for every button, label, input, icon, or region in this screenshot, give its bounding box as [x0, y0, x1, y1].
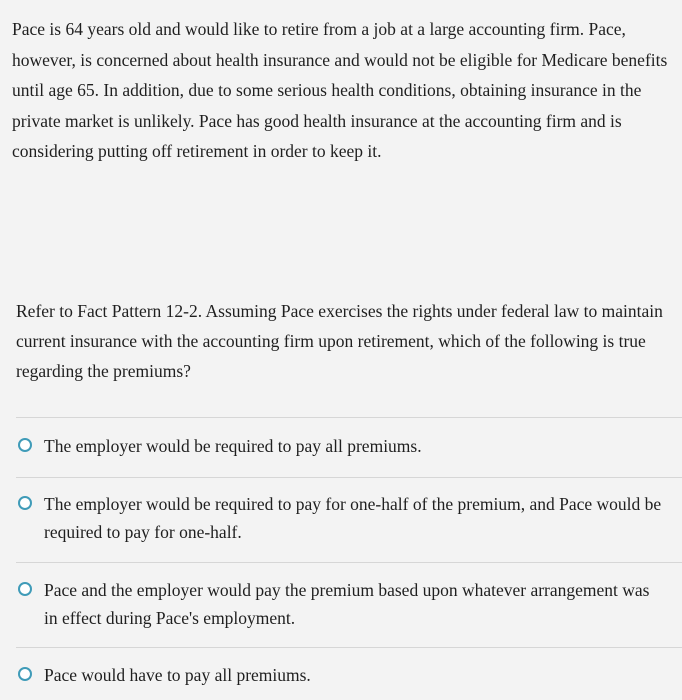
radio-button-icon[interactable] — [18, 667, 32, 681]
answer-option-label: The employer would be required to pay for one-half of the premium, and Pace would be required to pay for one-half. — [44, 494, 662, 542]
answer-option-3[interactable] — [18, 576, 678, 632]
answer-option-4[interactable] — [18, 661, 678, 689]
fact-pattern-text: Pace is 64 years old and would like to retire from a job at a large accounting firm. Pace, however, is concerned about health insurance and would not be eligible for Medicare benefits until age 65. In addition, due to some serious health conditions, obtaining insurance in the private market is unlikely. Pace has good health insurance at the accounting firm and is considering putting off retirement in order to keep it. — [12, 19, 668, 161]
divider — [16, 477, 682, 478]
radio-button-icon[interactable] — [18, 496, 32, 510]
divider — [16, 417, 682, 418]
radio-button-icon[interactable] — [18, 438, 32, 452]
radio-button-icon[interactable] — [18, 582, 32, 596]
divider — [16, 562, 682, 563]
answer-option-label: The employer would be required to pay all premiums. — [44, 436, 422, 456]
divider — [16, 647, 682, 648]
answer-option-2[interactable] — [18, 490, 678, 546]
answer-option-1[interactable] — [18, 432, 678, 460]
question-text: Refer to Fact Pattern 12-2. Assuming Pace exercises the rights under federal law to maintain current insurance with the accounting firm upon retirement, which of the following is true regarding the premiums? — [16, 301, 663, 381]
answer-option-label: Pace and the employer would pay the premium based upon whatever arrangement was in effect during Pace's employment. — [44, 580, 650, 628]
answer-option-label: Pace would have to pay all premiums. — [44, 665, 311, 685]
